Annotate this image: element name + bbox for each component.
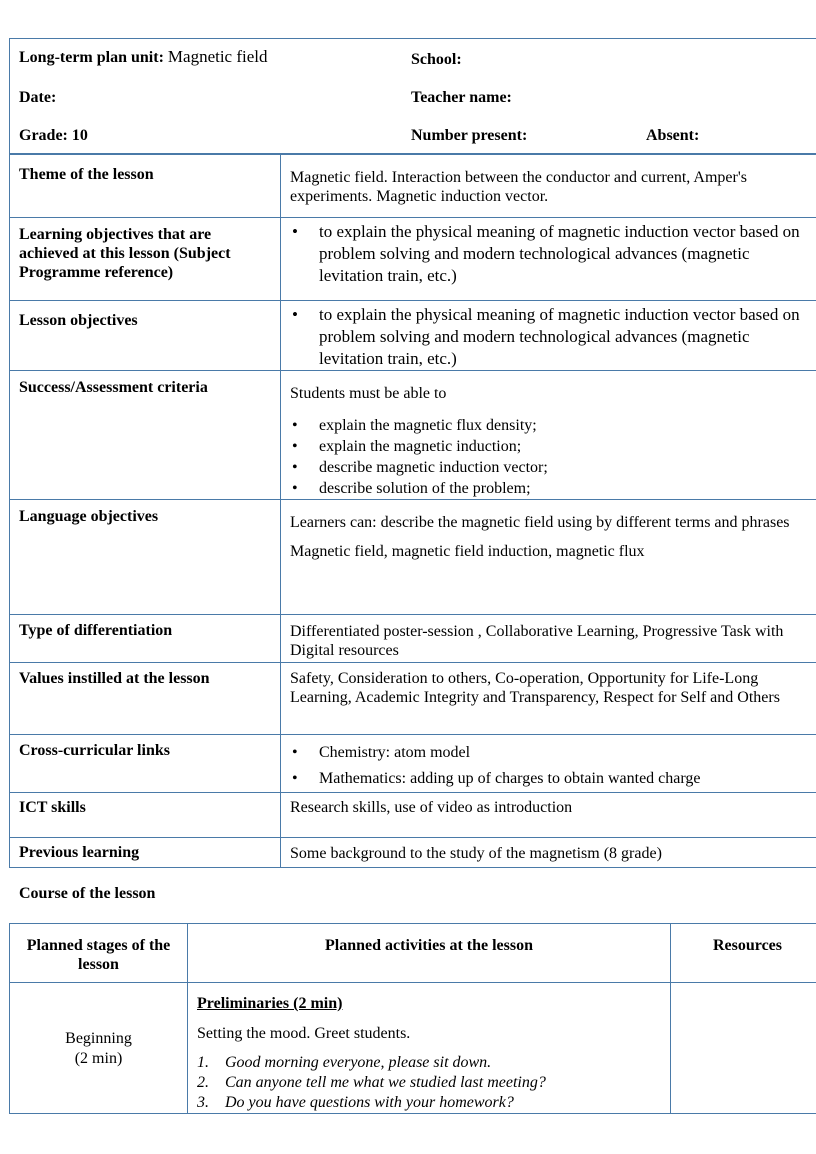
success-criteria-row (10, 371, 816, 500)
list-item: 3. Do you have questions with your homework? (197, 1094, 514, 1111)
col-resources-header: Resources (671, 924, 816, 983)
resources-cell (671, 983, 816, 1114)
previous-learning-label: Previous learning (10, 838, 281, 868)
learning-objectives-row (10, 218, 816, 301)
differentiation-row (10, 615, 816, 663)
ict-skills-label: ICT skills (10, 793, 281, 838)
stage-time: (2 min) (74, 1050, 123, 1067)
theme-value: Magnetic field. Interaction between the conductor and current, Amper's experiments. Magnetic induction vector. (281, 155, 816, 218)
theme-row (10, 155, 816, 218)
learning-objectives-list (290, 221, 815, 287)
previous-learning-row (10, 838, 816, 868)
differentiation-label: Type of differentiation (10, 615, 281, 663)
col-activities-header: Planned activities at the lesson (188, 924, 671, 983)
unit-label: Long-term plan unit: (19, 49, 164, 66)
cross-curricular-list (290, 743, 815, 788)
language-objectives-row (10, 500, 816, 615)
plan-header (9, 38, 816, 154)
course-header-row (10, 924, 816, 983)
list-item: • explain the magnetic induction; (290, 436, 815, 457)
list-item: • describe magnetic induction vector; (290, 457, 815, 478)
lesson-plan-table (9, 154, 816, 868)
list-item: • Chemistry: atom model (290, 743, 815, 762)
theme-label: Theme of the lesson (10, 155, 281, 218)
teacher-label: Teacher name: (411, 89, 512, 106)
lesson-objectives-list (290, 304, 815, 370)
values-row (10, 663, 816, 735)
activity-heading: Preliminaries (2 min) (197, 995, 343, 1012)
list-item: 2. Can anyone tell me what we studied last meeting? (197, 1074, 546, 1091)
activity-questions (197, 1053, 662, 1113)
col-stages-header: Planned stages of the lesson (10, 924, 188, 983)
list-item: 1. Good morning everyone, please sit down. (197, 1054, 492, 1071)
cross-curricular-label: Cross-curricular links (10, 735, 281, 793)
unit-value: Magnetic field (167, 47, 268, 66)
previous-learning-value: Some background to the study of the magnetism (8 grade) (281, 838, 816, 868)
language-objectives-text: Learners can: describe the magnetic field using by different terms and phrases (290, 514, 790, 531)
list-item: • describe solution of the problem; (290, 478, 815, 499)
differentiation-value: Differentiated poster-session , Collaborative Learning, Progressive Task with Digital resources (281, 615, 816, 663)
learning-objectives-label: Learning objectives that are achieved at this lesson (Subject Programme reference) (10, 218, 281, 301)
values-value: Safety, Consideration to others, Co-operation, Opportunity for Life-Long Learning, Academic Integrity and Transparency, Respect for Self and Others (281, 663, 816, 735)
absent-label: Absent: (646, 127, 700, 144)
grade-label: Grade: 10 (19, 127, 88, 144)
course-table (9, 923, 816, 1114)
ict-skills-value: Research skills, use of video as introduction (281, 793, 816, 838)
stage-name: Beginning (65, 1030, 132, 1047)
success-criteria-label: Success/Assessment criteria (10, 371, 281, 500)
activities-cell (188, 983, 671, 1114)
ict-skills-row (10, 793, 816, 838)
values-label: Values instilled at the lesson (10, 663, 281, 735)
unit-field (19, 47, 268, 67)
lesson-objectives-label: Lesson objectives (10, 301, 281, 371)
lesson-objectives-row (10, 301, 816, 371)
date-label: Date: (19, 89, 57, 106)
list-item: • to explain the physical meaning of magnetic induction vector based on problem solving and modern technological advances (magnetic levitation train, etc.) (290, 221, 815, 287)
list-item: • to explain the physical meaning of magnetic induction vector based on problem solving and modern technological advances (magnetic levitation train, etc.) (290, 304, 815, 370)
success-criteria-intro: Students must be able to (290, 385, 447, 402)
list-item: • explain the magnetic flux density; (290, 415, 815, 436)
language-objectives-label: Language objectives (10, 500, 281, 615)
number-present-label: Number present: (411, 127, 528, 144)
table-row (10, 983, 816, 1114)
list-item: • Mathematics: adding up of charges to obtain wanted charge (290, 769, 815, 788)
activity-intro: Setting the mood. Greet students. (197, 1025, 411, 1042)
language-vocabulary: Magnetic field, magnetic field induction, magnetic flux (290, 543, 645, 560)
stage-cell (10, 983, 188, 1114)
course-title: Course of the lesson (19, 885, 156, 902)
cross-curricular-row (10, 735, 816, 793)
success-criteria-list (290, 415, 815, 499)
school-label: School: (411, 51, 462, 68)
